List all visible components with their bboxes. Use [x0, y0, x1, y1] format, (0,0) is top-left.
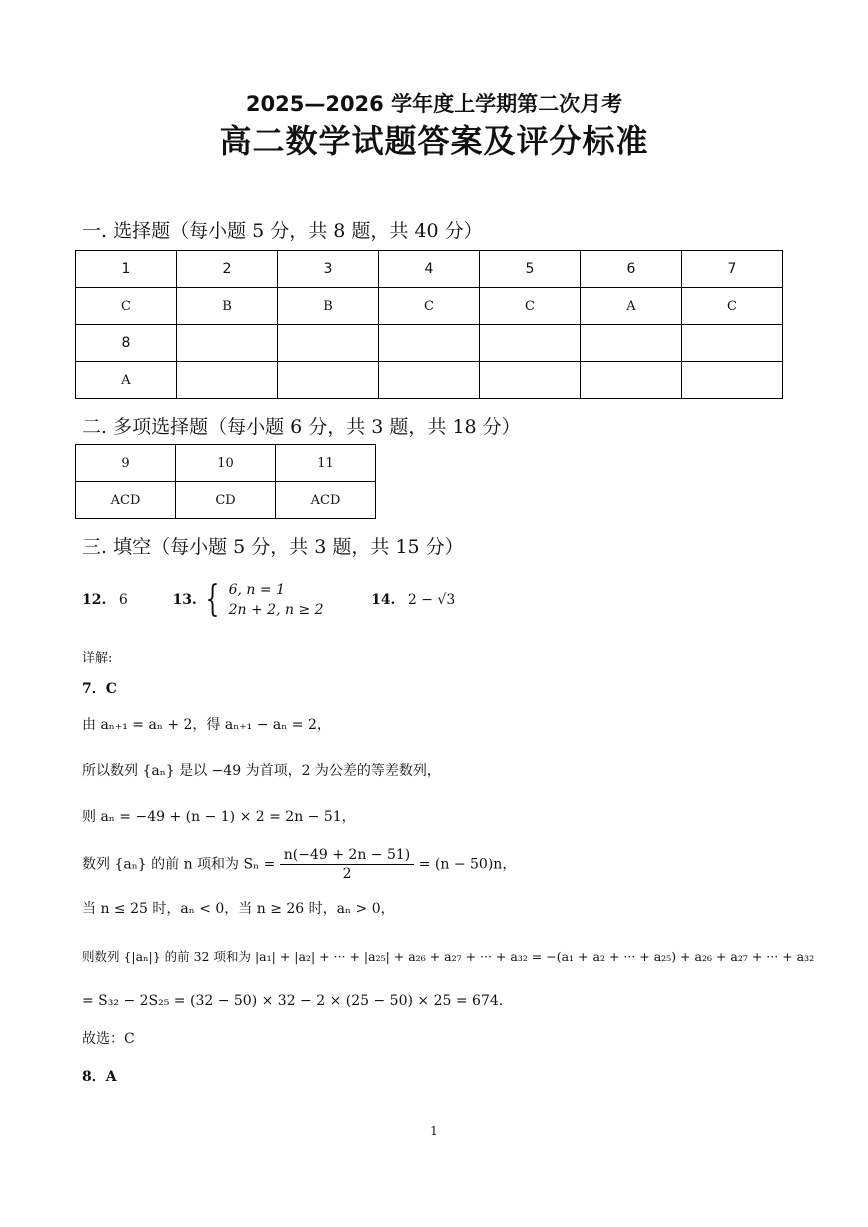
question-number: 5 — [480, 251, 581, 288]
q12-label: 12. — [82, 592, 107, 608]
question-number: 9 — [76, 445, 176, 482]
explanation-heading: 详解: — [82, 651, 113, 666]
q7-line-5: 当 n ≤ 25 时，aₙ < 0，当 n ≥ 26 时，aₙ > 0， — [82, 901, 395, 917]
answer-cell: A — [76, 362, 177, 399]
q13-label: 13. — [172, 592, 197, 608]
q7-line-3: 则 aₙ = −49 + (n − 1) × 2 = 2n − 51， — [82, 809, 356, 825]
fraction-numerator: n(−49 + 2n − 51) — [280, 846, 415, 865]
question-number — [581, 325, 682, 362]
question-number: 7 — [682, 251, 783, 288]
answer-cell: C — [379, 288, 480, 325]
fill-in-answers — [82, 580, 782, 620]
answer-cell: C — [480, 288, 581, 325]
answer-cell: B — [278, 288, 379, 325]
question-number — [682, 325, 783, 362]
answer-cell: C — [76, 288, 177, 325]
table-row — [76, 445, 376, 482]
q7-line-4-prefix: 数列 {aₙ} 的前 n 项和为 Sₙ = — [82, 856, 276, 873]
q7-line-7: = S₃₂ − 2S₂₅ = (32 − 50) × 32 − 2 × (25 − 50) × 25 = 674. — [82, 993, 504, 1009]
left-brace-icon: { — [205, 579, 220, 620]
answer-cell: B — [177, 288, 278, 325]
exam-subtitle: 2025—2026 学年度上学期第二次月考 — [245, 92, 623, 116]
table-row — [76, 288, 783, 325]
q7-conclusion: 故选：C — [82, 1031, 135, 1047]
q8-label: 8．A — [82, 1069, 117, 1085]
question-number: 4 — [379, 251, 480, 288]
q7-line-4-suffix: = (n − 50)n， — [418, 856, 517, 873]
q14-label: 14. — [371, 592, 396, 608]
answer-cell: A — [581, 288, 682, 325]
multi-choice-answer-table — [75, 444, 376, 519]
fraction-denominator: 2 — [342, 866, 352, 882]
sum-fraction — [280, 846, 415, 883]
table-row — [76, 362, 783, 399]
question-number — [278, 325, 379, 362]
answer-cell — [581, 362, 682, 399]
answer-cell — [278, 362, 379, 399]
q7-label: 7．C — [82, 681, 117, 697]
q13-case-2: 2n + 2, n ≥ 2 — [228, 602, 324, 618]
answer-cell: C — [682, 288, 783, 325]
q14-answer: 2 − √3 — [407, 592, 456, 608]
answer-cell — [379, 362, 480, 399]
answer-cell — [177, 362, 278, 399]
choice-answer-table — [75, 250, 783, 399]
section3-heading: 三. 填空（每小题 5 分，共 3 题，共 15 分） — [82, 536, 464, 558]
q7-line-4 — [82, 846, 516, 883]
q13-case-1: 6, n = 1 — [228, 582, 285, 598]
question-number: 3 — [278, 251, 379, 288]
question-number — [177, 325, 278, 362]
q13-piecewise — [229, 580, 339, 620]
answer-cell: ACD — [76, 482, 176, 519]
section2-heading: 二. 多项选择题（每小题 6 分，共 3 题，共 18 分） — [82, 416, 521, 438]
answer-cell: CD — [176, 482, 276, 519]
page-title: 高二数学试题答案及评分标准 — [219, 122, 649, 160]
q12-answer: 6 — [118, 592, 128, 608]
answer-cell — [682, 362, 783, 399]
question-number: 6 — [581, 251, 682, 288]
question-number: 1 — [76, 251, 177, 288]
section1-heading: 一. 选择题（每小题 5 分，共 8 题，共 40 分） — [82, 220, 483, 242]
page-number: 1 — [430, 1124, 438, 1138]
question-number — [480, 325, 581, 362]
table-row — [76, 251, 783, 288]
question-number: 2 — [177, 251, 278, 288]
question-number: 10 — [176, 445, 276, 482]
q7-line-2: 所以数列 {aₙ} 是以 −49 为首项，2 为公差的等差数列， — [82, 763, 441, 779]
question-number: 11 — [276, 445, 376, 482]
question-number — [379, 325, 480, 362]
q7-line-1: 由 aₙ₊₁ = aₙ + 2，得 aₙ₊₁ − aₙ = 2， — [82, 717, 331, 733]
table-row — [76, 482, 376, 519]
answer-cell — [480, 362, 581, 399]
answer-cell: ACD — [276, 482, 376, 519]
q7-line-6: 则数列 {|aₙ|} 的前 32 项和为 |a₁| + |a₂| + ··· + |a₂₅| + a₂₆ + a₂₇ + ··· + a₃₂ = −(a₁ + a₂ + ··· + a₂₅) + a₂₆ + a₂₇ + ··· + a₃₂ — [82, 949, 815, 964]
question-number: 8 — [76, 325, 177, 362]
table-row — [76, 325, 783, 362]
